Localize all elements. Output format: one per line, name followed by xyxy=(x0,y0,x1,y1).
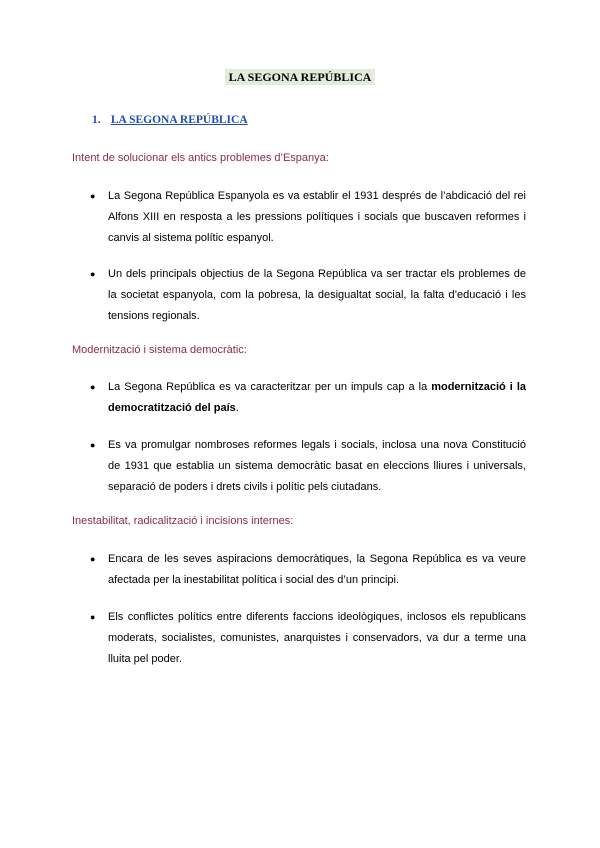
list-item-text: Es va promulgar nombroses reformes legals i socials, inclosa una nova Constitució de 1931 que establia un sistema democràtic basat en eleccions lliures i universals, separació de poders i drets civils i polític pels ciutadans. xyxy=(108,439,526,493)
list-item-text: La Segona República Espanyola es va establir el 1931 després de l’abdicació del rei Alfons XIII en resposta a les pressions polítiques i socials que buscaven reformes i canvis al sistema polític espanyol. xyxy=(108,190,526,244)
list-item xyxy=(90,607,526,670)
bullet-icon: ● xyxy=(90,382,96,392)
list-item xyxy=(90,186,526,249)
bullet-icon: ● xyxy=(90,554,96,564)
list-item xyxy=(90,549,526,591)
bullet-icon: ● xyxy=(90,612,96,622)
subsection-title: Inestabilitat, radicalització i incisions internes: xyxy=(72,515,294,527)
heading-number: 1. xyxy=(92,114,101,126)
heading-text: LA SEGONA REPÚBLICA xyxy=(110,114,248,126)
bullet-icon: ● xyxy=(90,191,96,201)
list-item-text-start: La Segona República es va caracteritzar per un impuls cap a la xyxy=(108,381,432,393)
list-item-text: Els conflictes polítics entre diferents faccions ideològiques, inclosos els republicans moderats, socialistes, comunistes, anarquistes i conservadors, va dur a terme una lluita pel poder. xyxy=(108,611,526,665)
list-item-text xyxy=(108,377,526,419)
list-item-text-bold: modernització i la democratització del país xyxy=(108,381,526,414)
list-item-text: Un dels principals objectius de la Segona República va ser tractar els problemes de la societat espanyola, com la pobresa, la desigualtat social, la falta d’educació i les tensions regionals. xyxy=(108,268,526,322)
list-item-text: Encara de les seves aspiracions democràtiques, la Segona República es va veure afectada per la inestabilitat política i social des d’un principi. xyxy=(108,553,526,586)
bullet-icon: ● xyxy=(90,269,96,279)
subsection-title: Intent de solucionar els antics problemes d’Espanya: xyxy=(72,152,329,164)
list-item xyxy=(90,264,526,327)
bullet-icon: ● xyxy=(90,440,96,450)
document-title-text: LA SEGONA REPÚBLICA xyxy=(225,69,376,85)
list-item xyxy=(90,377,526,419)
list-item xyxy=(90,435,526,498)
subsection-title: Modernització i sistema democràtic: xyxy=(72,344,247,356)
list-item-text-end: . xyxy=(235,402,239,414)
section-heading xyxy=(92,114,248,126)
document-title xyxy=(0,70,600,85)
